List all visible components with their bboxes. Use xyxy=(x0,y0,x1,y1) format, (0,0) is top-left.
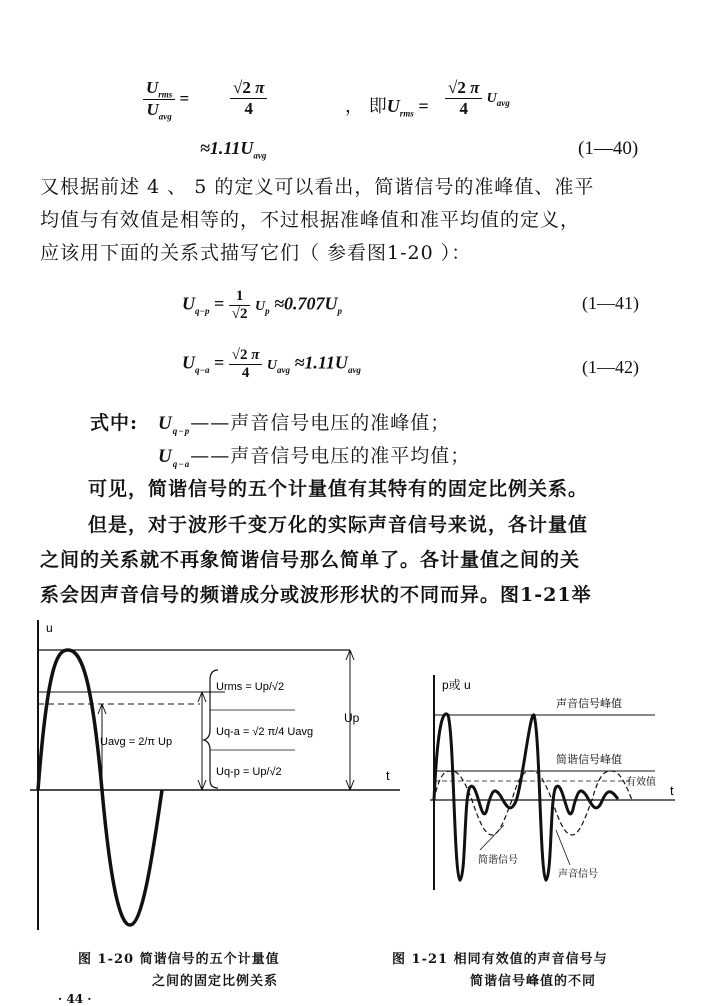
paragraph-line: 之间的关系就不再象简谐信号那么简单了。各计量值之间的关 xyxy=(40,549,581,571)
eq-1-41-number: (1—41) xyxy=(582,293,639,313)
paragraph-line: 可见，简谐信号的五个计量值有其特有的固定比例关系。 xyxy=(88,478,589,500)
paragraph-line: 应该用下面的关系式描写它们（ 参看图1-20 ）： xyxy=(40,242,472,264)
eq-1-42: $U_{q-a}$ = $\frac{√2 \pi}{4}$ $U_{avg} \approx 1.11U_{avg}$ xyxy=(182,347,361,381)
figure-1-21 xyxy=(420,675,690,895)
y-axis-label: p或 u xyxy=(442,678,471,692)
sound-signal xyxy=(434,714,618,880)
sine-wave xyxy=(38,650,162,925)
caption-1-21-line1: 图 1-21 相同有效值的声音信号与 xyxy=(392,952,608,967)
caption-1-20-line1: 图 1-20 简谐信号的五个计量值 xyxy=(78,952,280,967)
paragraph-line: 又根据前述 4 、 5 的定义可以看出，简谐信号的准峰值、准平 xyxy=(40,176,595,198)
caption-1-21-line2: 简谐信号峰值的不同 xyxy=(470,974,597,989)
eq-1-41: $U_{q-p}$ = $\frac{1}{√2}$ $U_p \approx 0.707U_p$ xyxy=(182,288,342,322)
sine-peak-label: 简谐信号峰值 xyxy=(556,753,622,766)
caption-1-20-line2: 之间的固定比例关系 xyxy=(152,974,279,989)
where-item-2: $U_{q-a}——$声音信号电压的准平均值； xyxy=(158,445,471,469)
eq-1-40-lhs: $\frac{U_{rms}}{U_{avg}}$ = xyxy=(143,78,189,122)
paragraph-line: 系会因声音信号的频谱成分或波形形状的不同而异。图1-21举 xyxy=(40,584,592,606)
x-axis-label: t xyxy=(386,768,390,783)
urms-label: Urms = Up/√2 xyxy=(216,681,285,693)
where-label: 式中: xyxy=(90,412,139,434)
uqa-label: Uq-a = √2 π/4 Uavg xyxy=(216,726,314,738)
eq-1-40-ji: ， 即$U_{rms}$ = xyxy=(345,96,429,119)
sound-label: 声音信号 xyxy=(558,869,598,880)
eq-1-40-number: (1—40) xyxy=(578,138,639,159)
paragraph-line: 但是，对于波形千变万化的实际声音信号来说，各计量值 xyxy=(88,514,589,536)
sound-peak-label: 声音信号峰值 xyxy=(556,697,622,710)
y-axis-label: u xyxy=(46,621,53,635)
eq-1-40-line2: $\approx 1.11U_{avg}$ xyxy=(200,138,267,161)
page-number: · 44 · xyxy=(58,992,92,1006)
uavg-label: Uavg = 2/π Up xyxy=(100,736,173,748)
figure-1-20 xyxy=(30,620,400,940)
rms-label: 有效值 xyxy=(626,777,656,788)
sine-label: 简谐信号 xyxy=(478,855,518,866)
eq-1-40-rhs2: $\frac{√2 \pi}{4}$ $U_{avg}$ xyxy=(445,78,510,119)
uqp-label: Uq-p = Up/√2 xyxy=(216,766,282,778)
paragraph-line: 均值与有效值是相等的，不过根据准峰值和准平均值的定义， xyxy=(40,209,581,231)
x-axis-label: t xyxy=(670,783,674,798)
eq-1-42-number: (1—42) xyxy=(582,357,639,377)
where-item-1: $U_{q-p}——$声音信号电压的准峰值； xyxy=(158,412,451,436)
up-label: Up xyxy=(344,711,360,725)
eq-1-40-rhs: $\frac{√2 \pi}{4}$ xyxy=(230,78,267,119)
